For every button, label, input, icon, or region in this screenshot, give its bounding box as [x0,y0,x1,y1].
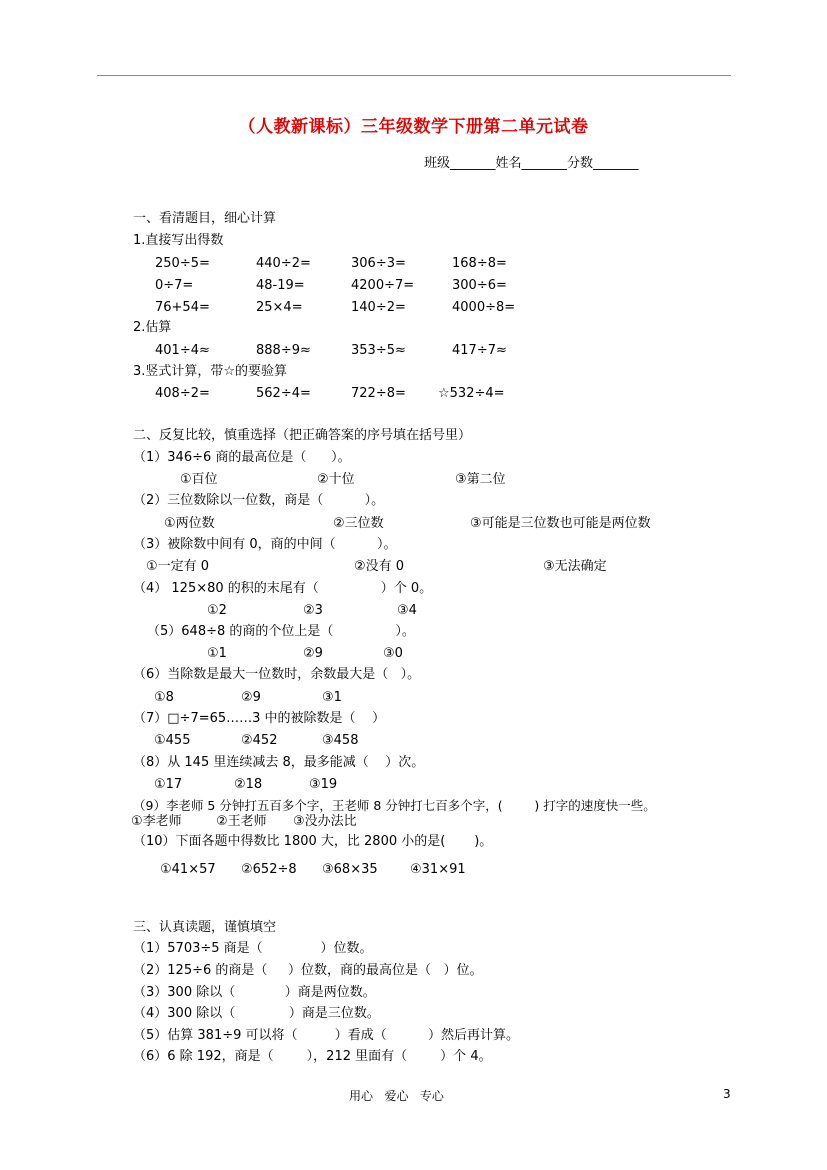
answer-option: ①455 [154,733,191,748]
q3-item: 562÷4= [256,386,311,401]
answer-option: ③19 [309,777,338,792]
answer-option: ②9 [241,690,261,705]
q1-item: 48-19= [256,278,305,293]
answer-option: ①两位数 [164,516,215,531]
q1-item: 250÷5= [155,256,210,271]
answer-option: ①李老师 [131,814,182,829]
question-text: （5）648÷8 的商的个位上是（ ）。 [147,624,415,639]
q2-label: 2.估算 [133,320,172,335]
answer-option: ④31×91 [410,862,466,877]
question-text: （8）从 145 里连续减去 8，最多能减（ ）次。 [133,755,425,770]
question-text: （3）被除数中间有 0，商的中间（ ）。 [133,537,397,552]
section2-heading: 二、反复比较，慎重选择（把正确答案的序号填在括号里） [133,428,472,443]
q1-item: 300÷6= [452,278,507,293]
q3-item: 408÷2= [155,386,210,401]
footer-motto: 用心 爱心 专心 [349,1089,444,1103]
answer-option: ③没办法比 [293,814,357,829]
q2-item: 353÷5≈ [351,343,406,358]
page-title: （人教新课标）三年级数学下册第二单元试卷 [238,117,589,137]
answer-option: ②王老师 [216,814,267,829]
q1-item: 4000÷8= [452,300,516,315]
page-number: 3 [723,1087,731,1101]
answer-option: ②十位 [317,472,355,487]
question-text: （4）300 除以（ ）商是三位数。 [133,1006,380,1021]
answer-option: ③68×35 [322,862,378,877]
section3-heading: 三、认真读题，谨慎填空 [133,920,277,935]
answer-option: ③1 [322,690,342,705]
answer-option: ③可能是三位数也可能是两位数 [470,516,651,531]
answer-option: ②452 [241,733,278,748]
answer-option: ①41×57 [160,862,216,877]
answer-option: ②3 [303,603,323,618]
q1-item: 4200÷7= [351,278,415,293]
q3-item: ☆532÷4= [438,386,505,401]
q2-item: 888÷9≈ [256,343,311,358]
question-text: （2）125÷6 的商是（ ）位数，商的最高位是（ ）位。 [133,963,483,978]
q1-item: 25×4= [256,300,303,315]
section1-heading: 一、看清题目，细心计算 [133,211,277,226]
answer-option: ①1 [207,646,227,661]
answer-option: ①2 [207,603,227,618]
q2-item: 417÷7≈ [452,343,507,358]
q1-item: 440÷2= [256,256,311,271]
question-text: （2）三位数除以一位数，商是（ ）。 [133,493,385,508]
answer-option: ②没有 0 [354,559,405,574]
answer-option: ②652÷8 [241,862,297,877]
q3-label: 3.竖式计算，带☆的要验算 [133,364,288,379]
answer-option: ①百位 [180,472,218,487]
question-text: （1）346÷6 商的最高位是（ ）。 [133,450,351,465]
answer-option: ③无法确定 [543,559,607,574]
student-info-fields: 班级_______姓名_______分数_______ [424,156,639,171]
q1-item: 76+54= [155,300,210,315]
q1-item: 306÷3= [351,256,406,271]
answer-option: ②9 [303,646,323,661]
answer-option: ①17 [154,777,183,792]
question-text: （10）下面各题中得数比 1800 大，比 2800 小的是( )。 [133,834,493,849]
answer-option: ②三位数 [333,516,384,531]
answer-option: ③458 [322,733,359,748]
answer-option: ③4 [397,603,417,618]
question-text: （6）6 除 192，商是（ ），212 里面有（ ）个 4。 [133,1049,492,1064]
answer-option: ③0 [383,646,403,661]
question-text: （9）李老师 5 分钟打五百多个字，王老师 8 分钟打七百多个字，( ) 打字的速度快一些。 [133,798,656,813]
question-text: （4） 125×80 的积的末尾有（ ）个 0。 [133,581,433,596]
q3-item: 722÷8= [351,386,406,401]
question-text: （1）5703÷5 商是（ ）位数。 [133,941,373,956]
answer-option: ①8 [154,690,174,705]
header-rule [97,75,731,76]
q1-item: 0÷7= [155,278,194,293]
q1-item: 140÷2= [351,300,406,315]
question-text: （6）当除数是最大一位数时，余数最大是（ ）。 [133,667,421,682]
q1-label: 1.直接写出得数 [133,233,224,248]
q2-item: 401÷4≈ [155,343,210,358]
answer-option: ①一定有 0 [146,559,210,574]
answer-option: ③第二位 [455,472,506,487]
q1-item: 168÷8= [452,256,507,271]
question-text: （5）估算 381÷9 可以将（ ）看成（ ）然后再计算。 [133,1028,520,1043]
question-text: （7）□÷7=65……3 中的被除数是（ ） [133,711,386,726]
answer-option: ②18 [234,777,263,792]
question-text: （3）300 除以（ ）商是两位数。 [133,985,376,1000]
